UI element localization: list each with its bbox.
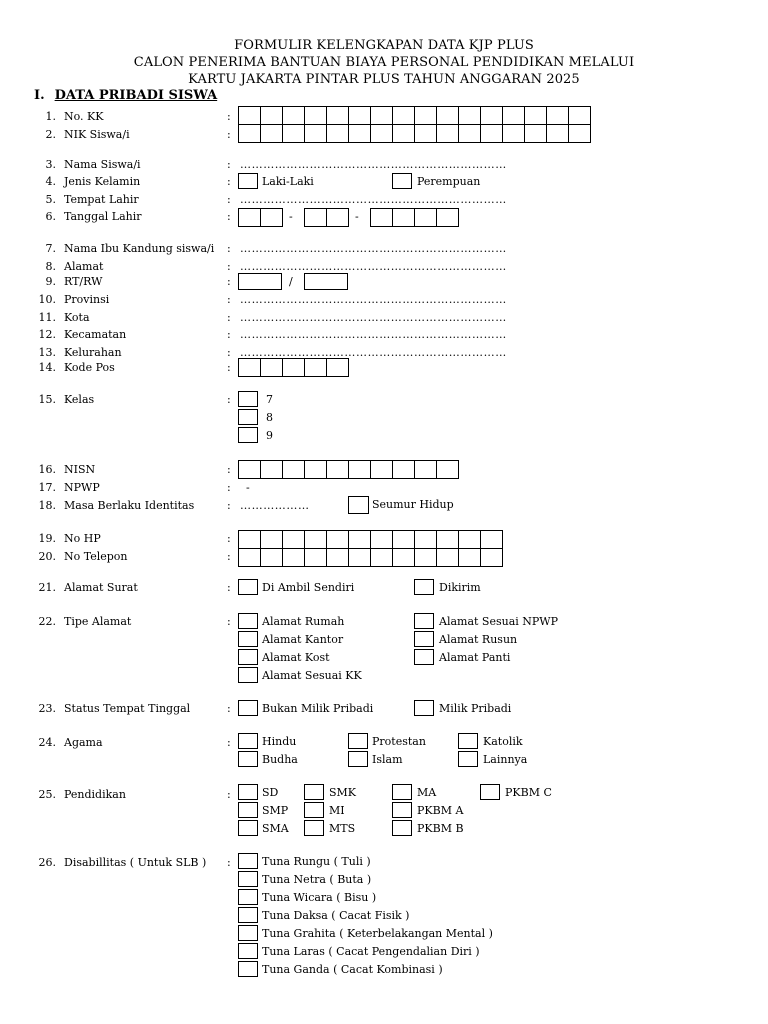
digit-cell[interactable] xyxy=(436,460,459,479)
pkbm-a-checkbox[interactable] xyxy=(392,802,412,818)
alamat-sesuai-npwp-label: Alamat Sesuai NPWP xyxy=(439,615,559,628)
field-label-no-kk: No. KK xyxy=(64,110,104,123)
field-number: 16. xyxy=(38,463,56,476)
digit-cell[interactable] xyxy=(304,530,327,549)
field-number: 24. xyxy=(38,736,56,749)
disabilitas-checkbox-tuna-wicara-bisu[interactable] xyxy=(238,889,258,905)
field-label-kelas: Kelas xyxy=(64,393,95,406)
alamat-rusun-label: Alamat Rusun xyxy=(439,633,518,646)
digit-cell[interactable] xyxy=(436,124,459,143)
rt-input[interactable] xyxy=(238,273,282,290)
kelas-8-label: 8 xyxy=(266,411,273,424)
pkbm-a-label: PKBM A xyxy=(417,804,464,817)
digit-cell[interactable] xyxy=(282,548,305,567)
disabilitas-checkbox-tuna-rungu-tuli[interactable] xyxy=(238,853,258,869)
no-hp-input[interactable] xyxy=(238,530,503,549)
seumur-hidup-label: Seumur Hidup xyxy=(372,498,454,511)
field-label-nik-siswa-i: NIK Siswa/i xyxy=(64,128,130,141)
digit-cell[interactable] xyxy=(348,124,371,143)
nik-input[interactable] xyxy=(238,124,591,143)
sd-checkbox[interactable] xyxy=(238,784,258,800)
field-colon: : xyxy=(227,260,231,273)
digit-cell[interactable] xyxy=(304,208,327,227)
field-colon: : xyxy=(227,242,231,255)
disabilitas-label: Tuna Wicara ( Bisu ) xyxy=(262,891,377,904)
kelas-7-label: 7 xyxy=(266,393,273,406)
di-ambil-sendiri-label: Di Ambil Sendiri xyxy=(262,581,355,594)
field-label-kelurahan: Kelurahan xyxy=(64,346,122,359)
ma-label: MA xyxy=(417,786,437,799)
tanggal-lahir-year[interactable] xyxy=(370,208,459,227)
smk-checkbox[interactable] xyxy=(304,784,324,800)
digit-cell[interactable] xyxy=(568,124,591,143)
disabilitas-checkbox-tuna-netra-buta[interactable] xyxy=(238,871,258,887)
field-number: 18. xyxy=(38,499,56,512)
di-ambil-sendiri-checkbox[interactable] xyxy=(238,579,258,595)
kode-pos-input[interactable] xyxy=(238,358,349,377)
digit-cell[interactable] xyxy=(414,548,437,567)
digit-cell[interactable] xyxy=(304,460,327,479)
dikirim-label: Dikirim xyxy=(439,581,481,594)
alamat-sesuai-kk-checkbox[interactable] xyxy=(238,667,258,683)
alamat-rumah-checkbox[interactable] xyxy=(238,613,258,629)
pkbm-c-checkbox[interactable] xyxy=(480,784,500,800)
alamat-sesuai-kk-label: Alamat Sesuai KK xyxy=(262,669,362,682)
field-number: 26. xyxy=(38,856,56,869)
digit-cell[interactable] xyxy=(304,106,327,125)
mts-checkbox[interactable] xyxy=(304,820,324,836)
digit-cell[interactable] xyxy=(458,124,481,143)
digit-cell[interactable] xyxy=(392,208,415,227)
digit-cell[interactable] xyxy=(238,358,261,377)
nama-siswa-line[interactable]: …………………………………………………………… xyxy=(240,158,507,171)
seumur-hidup-checkbox[interactable] xyxy=(348,496,369,514)
field-label-alamat-surat: Alamat Surat xyxy=(64,581,138,594)
field-colon: : xyxy=(227,393,231,406)
perempuan-checkbox[interactable] xyxy=(392,173,412,189)
tanggal-lahir-day[interactable] xyxy=(238,208,283,227)
field-number: 13. xyxy=(38,346,56,359)
digit-cell[interactable] xyxy=(392,548,415,567)
digit-cell[interactable] xyxy=(392,124,415,143)
islam-checkbox[interactable] xyxy=(348,751,368,767)
disabilitas-checkbox-tuna-grahita-keterbelakangan-mental[interactable] xyxy=(238,925,258,941)
field-number: 12. xyxy=(38,328,56,341)
field-label-pendidikan: Pendidikan xyxy=(64,788,126,801)
nama-ibu-line[interactable]: …………………………………………………………… xyxy=(240,242,507,255)
digit-cell[interactable] xyxy=(568,106,591,125)
digit-cell[interactable] xyxy=(370,208,393,227)
field-number: 3. xyxy=(45,158,56,171)
disabilitas-checkbox-tuna-ganda-cacat-kombinasi[interactable] xyxy=(238,961,258,977)
digit-cell[interactable] xyxy=(458,548,481,567)
field-label-tipe-alamat: Tipe Alamat xyxy=(64,615,132,628)
digit-cell[interactable] xyxy=(458,106,481,125)
digit-cell[interactable] xyxy=(238,548,261,567)
field-colon: : xyxy=(227,293,231,306)
field-number: 23. xyxy=(38,702,56,715)
alamat-rusun-checkbox[interactable] xyxy=(414,631,434,647)
field-colon: : xyxy=(227,702,231,715)
alamat-kantor-label: Alamat Kantor xyxy=(262,633,344,646)
field-label-no-telepon: No Telepon xyxy=(64,550,128,563)
field-colon: : xyxy=(227,275,231,288)
field-colon: : xyxy=(227,481,231,494)
digit-cell[interactable] xyxy=(326,530,349,549)
digit-cell[interactable] xyxy=(392,460,415,479)
bukan-milik-pribadi-label: Bukan Milik Pribadi xyxy=(262,702,374,715)
sd-label: SD xyxy=(262,786,279,799)
date-separator: - xyxy=(289,210,293,223)
digit-cell[interactable] xyxy=(326,548,349,567)
field-number: 7. xyxy=(45,242,56,255)
digit-cell[interactable] xyxy=(326,460,349,479)
field-colon: : xyxy=(227,736,231,749)
field-number: 25. xyxy=(38,788,56,801)
field-number: 20. xyxy=(38,550,56,563)
kota-line[interactable]: …………………………………………………………… xyxy=(240,311,507,324)
digit-cell[interactable] xyxy=(524,106,547,125)
alamat-kost-label: Alamat Kost xyxy=(262,651,330,664)
protestan-checkbox[interactable] xyxy=(348,733,368,749)
field-label-provinsi: Provinsi xyxy=(64,293,110,306)
alamat-kost-checkbox[interactable] xyxy=(238,649,258,665)
digit-cell[interactable] xyxy=(238,124,261,143)
field-label-tanggal-lahir: Tanggal Lahir xyxy=(64,210,142,223)
laki-laki-label: Laki-Laki xyxy=(262,175,314,188)
digit-cell[interactable] xyxy=(238,460,261,479)
digit-cell[interactable] xyxy=(304,358,327,377)
disabilitas-label: Tuna Laras ( Cacat Pengendalian Diri ) xyxy=(262,945,480,958)
digit-cell[interactable] xyxy=(260,106,283,125)
pkbm-b-checkbox[interactable] xyxy=(392,820,412,836)
pkbm-b-label: PKBM B xyxy=(417,822,464,835)
digit-cell[interactable] xyxy=(304,124,327,143)
field-colon: : xyxy=(227,581,231,594)
digit-cell[interactable] xyxy=(260,124,283,143)
field-label-disabillitas-untuk-slb: Disabillitas ( Untuk SLB ) xyxy=(64,856,207,869)
field-label-nama-ibu-kandung-siswa-i: Nama Ibu Kandung siswa/i xyxy=(64,242,215,255)
digit-cell[interactable] xyxy=(436,548,459,567)
npwp-dash: - xyxy=(246,481,250,494)
field-colon: : xyxy=(227,346,231,359)
digit-cell[interactable] xyxy=(304,548,327,567)
field-number: 4. xyxy=(45,175,56,188)
field-number: 8. xyxy=(45,260,56,273)
field-number: 10. xyxy=(38,293,56,306)
hindu-checkbox[interactable] xyxy=(238,733,258,749)
lainnya-label: Lainnya xyxy=(483,753,528,766)
field-label-agama: Agama xyxy=(64,736,103,749)
digit-cell[interactable] xyxy=(348,530,371,549)
digit-cell[interactable] xyxy=(414,106,437,125)
digit-cell[interactable] xyxy=(326,106,349,125)
field-label-alamat: Alamat xyxy=(64,260,104,273)
alamat-rumah-label: Alamat Rumah xyxy=(262,615,345,628)
field-number: 1. xyxy=(45,110,56,123)
hindu-label: Hindu xyxy=(262,735,297,748)
digit-cell[interactable] xyxy=(436,530,459,549)
kelas-9-label: 9 xyxy=(266,429,273,442)
digit-cell[interactable] xyxy=(370,548,393,567)
disabilitas-label: Tuna Grahita ( Keterbelakangan Mental ) xyxy=(262,927,493,940)
digit-cell[interactable] xyxy=(414,208,437,227)
digit-cell[interactable] xyxy=(260,548,283,567)
digit-cell[interactable] xyxy=(436,208,459,227)
digit-cell[interactable] xyxy=(370,106,393,125)
digit-cell[interactable] xyxy=(370,460,393,479)
mi-label: MI xyxy=(329,804,345,817)
digit-cell[interactable] xyxy=(546,106,569,125)
digit-cell[interactable] xyxy=(348,548,371,567)
digit-cell[interactable] xyxy=(260,208,283,227)
disabilitas-label: Tuna Ganda ( Cacat Kombinasi ) xyxy=(262,963,443,976)
digit-cell[interactable] xyxy=(326,358,349,377)
digit-cell[interactable] xyxy=(238,106,261,125)
digit-cell[interactable] xyxy=(282,530,305,549)
mi-checkbox[interactable] xyxy=(304,802,324,818)
islam-label: Islam xyxy=(372,753,403,766)
digit-cell[interactable] xyxy=(502,124,525,143)
field-colon: : xyxy=(227,128,231,141)
sma-checkbox[interactable] xyxy=(238,820,258,836)
form-subtitle: CALON PENERIMA BANTUAN BIAYA PERSONAL PENDIDIKAN MELALUI xyxy=(133,55,635,70)
smp-checkbox[interactable] xyxy=(238,802,258,818)
perempuan-label: Perempuan xyxy=(417,175,481,188)
digit-cell[interactable] xyxy=(282,106,305,125)
field-label-nisn: NISN xyxy=(64,463,96,476)
field-colon: : xyxy=(227,328,231,341)
pkbm-c-label: PKBM C xyxy=(505,786,552,799)
field-colon: : xyxy=(227,158,231,171)
field-label-status-tempat-tinggal: Status Tempat Tinggal xyxy=(64,702,191,715)
tempat-lahir-line[interactable]: …………………………………………………………… xyxy=(240,193,507,206)
tanggal-lahir-month[interactable] xyxy=(304,208,349,227)
digit-cell[interactable] xyxy=(348,460,371,479)
digit-cell[interactable] xyxy=(326,124,349,143)
digit-cell[interactable] xyxy=(282,124,305,143)
kelas-7-checkbox[interactable] xyxy=(238,391,258,407)
field-colon: : xyxy=(227,193,231,206)
field-number: 2. xyxy=(45,128,56,141)
section-heading xyxy=(34,88,217,103)
disabilitas-checkbox-tuna-daksa-cacat-fisik[interactable] xyxy=(238,907,258,923)
lainnya-checkbox[interactable] xyxy=(458,751,478,767)
field-number: 15. xyxy=(38,393,56,406)
digit-cell[interactable] xyxy=(326,208,349,227)
digit-cell[interactable] xyxy=(282,460,305,479)
smk-label: SMK xyxy=(329,786,357,799)
disabilitas-label: Tuna Daksa ( Cacat Fisik ) xyxy=(262,909,410,922)
ma-checkbox[interactable] xyxy=(392,784,412,800)
digit-cell[interactable] xyxy=(260,530,283,549)
masa-berlaku-line[interactable]: ……………… xyxy=(240,499,310,512)
field-number: 14. xyxy=(38,361,56,374)
kecamatan-line[interactable]: …………………………………………………………… xyxy=(240,328,507,341)
alamat-panti-label: Alamat Panti xyxy=(439,651,511,664)
digit-cell[interactable] xyxy=(370,530,393,549)
field-label-kode-pos: Kode Pos xyxy=(64,361,115,374)
smp-label: SMP xyxy=(262,804,289,817)
milik-pribadi-label: Milik Pribadi xyxy=(439,702,512,715)
field-label-kota: Kota xyxy=(64,311,90,324)
rw-input[interactable] xyxy=(304,273,348,290)
digit-cell[interactable] xyxy=(282,358,305,377)
disabilitas-label: Tuna Netra ( Buta ) xyxy=(262,873,372,886)
provinsi-line[interactable]: …………………………………………………………… xyxy=(240,293,507,306)
field-colon: : xyxy=(227,856,231,869)
digit-cell[interactable] xyxy=(546,124,569,143)
field-number: 11. xyxy=(38,311,56,324)
mts-label: MTS xyxy=(329,822,356,835)
field-label-tempat-lahir: Tempat Lahir xyxy=(64,193,139,206)
alamat-line[interactable]: …………………………………………………………… xyxy=(240,260,507,273)
field-label-npwp: NPWP xyxy=(64,481,100,494)
section-title: DATA PRIBADI SISWA xyxy=(54,88,218,103)
field-colon: : xyxy=(227,311,231,324)
field-colon: : xyxy=(227,550,231,563)
field-colon: : xyxy=(227,361,231,374)
digit-cell[interactable] xyxy=(458,530,481,549)
field-colon: : xyxy=(227,788,231,801)
form-subtitle-2: KARTU JAKARTA PINTAR PLUS TAHUN ANGGARAN 2025 xyxy=(188,72,580,87)
nisn-input[interactable] xyxy=(238,460,459,479)
kelas-9-checkbox[interactable] xyxy=(238,427,258,443)
field-label-jenis-kelamin: Jenis Kelamin xyxy=(64,175,141,188)
alamat-panti-checkbox[interactable] xyxy=(414,649,434,665)
digit-cell[interactable] xyxy=(370,124,393,143)
field-label-nama-siswa-i: Nama Siswa/i xyxy=(64,158,141,171)
digit-cell[interactable] xyxy=(480,530,503,549)
digit-cell[interactable] xyxy=(392,106,415,125)
disabilitas-label: Tuna Rungu ( Tuli ) xyxy=(262,855,371,868)
digit-cell[interactable] xyxy=(502,106,525,125)
digit-cell[interactable] xyxy=(238,208,261,227)
form-title: FORMULIR KELENGKAPAN DATA KJP PLUS xyxy=(234,38,534,53)
bukan-milik-pribadi-checkbox[interactable] xyxy=(238,700,258,716)
rt-rw-separator: / xyxy=(289,275,293,288)
field-colon: : xyxy=(227,463,231,476)
field-number: 6. xyxy=(45,210,56,223)
digit-cell[interactable] xyxy=(480,548,503,567)
field-number: 5. xyxy=(45,193,56,206)
field-label-rt-rw: RT/RW xyxy=(64,275,103,288)
digit-cell[interactable] xyxy=(524,124,547,143)
digit-cell[interactable] xyxy=(436,106,459,125)
dikirim-checkbox[interactable] xyxy=(414,579,434,595)
digit-cell[interactable] xyxy=(480,124,503,143)
field-number: 17. xyxy=(38,481,56,494)
protestan-label: Protestan xyxy=(372,735,426,748)
kelurahan-line[interactable]: …………………………………………………………… xyxy=(240,346,507,359)
no-kk-input[interactable] xyxy=(238,106,591,125)
sma-label: SMA xyxy=(262,822,289,835)
disabilitas-checkbox-tuna-laras-cacat-pengendalian-diri[interactable] xyxy=(238,943,258,959)
field-number: 21. xyxy=(38,581,56,594)
field-label-no-hp: No HP xyxy=(64,532,101,545)
digit-cell[interactable] xyxy=(260,358,283,377)
laki-laki-checkbox[interactable] xyxy=(238,173,258,189)
katolik-checkbox[interactable] xyxy=(458,733,478,749)
digit-cell[interactable] xyxy=(414,530,437,549)
field-number: 22. xyxy=(38,615,56,628)
milik-pribadi-checkbox[interactable] xyxy=(414,700,434,716)
kelas-8-checkbox[interactable] xyxy=(238,409,258,425)
field-colon: : xyxy=(227,110,231,123)
digit-cell[interactable] xyxy=(480,106,503,125)
digit-cell[interactable] xyxy=(238,530,261,549)
alamat-kantor-checkbox[interactable] xyxy=(238,631,258,647)
digit-cell[interactable] xyxy=(392,530,415,549)
field-label-kecamatan: Kecamatan xyxy=(64,328,127,341)
digit-cell[interactable] xyxy=(414,124,437,143)
field-label-masa-berlaku-identitas: Masa Berlaku Identitas xyxy=(64,499,195,512)
field-colon: : xyxy=(227,210,231,223)
digit-cell[interactable] xyxy=(260,460,283,479)
alamat-sesuai-npwp-checkbox[interactable] xyxy=(414,613,434,629)
digit-cell[interactable] xyxy=(348,106,371,125)
field-colon: : xyxy=(227,532,231,545)
field-colon: : xyxy=(227,175,231,188)
section-number: I. xyxy=(34,88,45,103)
field-number: 19. xyxy=(38,532,56,545)
budha-checkbox[interactable] xyxy=(238,751,258,767)
field-colon: : xyxy=(227,499,231,512)
digit-cell[interactable] xyxy=(414,460,437,479)
field-colon: : xyxy=(227,615,231,628)
katolik-label: Katolik xyxy=(483,735,523,748)
field-number: 9. xyxy=(45,275,56,288)
date-separator: - xyxy=(355,210,359,223)
no-telepon-input[interactable] xyxy=(238,548,503,567)
budha-label: Budha xyxy=(262,753,298,766)
